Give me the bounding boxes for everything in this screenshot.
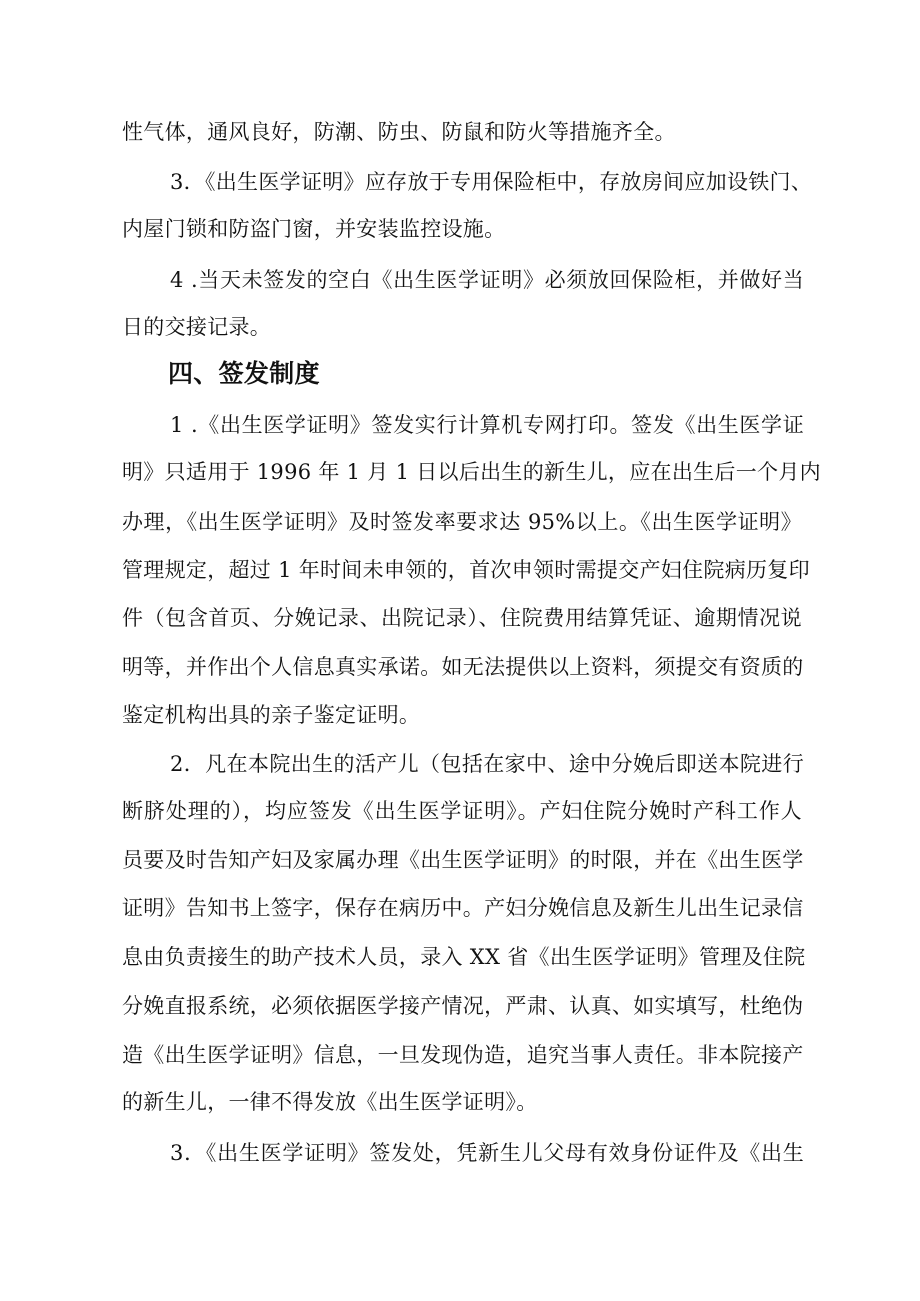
paragraph-line: 明》只适用于 1996 年 1 月 1 日以后出生的新生儿，应在出生后一个月内	[122, 460, 821, 484]
paragraph-line: 3．《出生医学证明》签发处，凭新生儿父母有效身份证件及《出生	[170, 1141, 804, 1165]
paragraph-line: 办理，《出生医学证明》及时签发率要求达 95%以上。《出生医学证明》	[122, 510, 802, 534]
paragraph-line: 性气体，通风良好，防潮、防虫、防鼠和防火等措施齐全。	[122, 120, 676, 144]
paragraph-line: 4 .当天未签发的空白《出生医学证明》必须放回保险柜，并做好当	[170, 268, 804, 292]
paragraph-line: 明等，并作出个人信息真实承诺。如无法提供以上资料，须提交有资质的	[122, 655, 804, 679]
paragraph-line: 件（包含首页、分娩记录、出院记录）、住院费用结算凭证、逾期情况说	[122, 606, 802, 630]
paragraph-line: 鉴定机构出具的亲子鉴定证明。	[122, 703, 421, 727]
paragraph-line: 内屋门锁和防盗门窗，并安装监控设施。	[122, 217, 506, 241]
paragraph-line: 息由负责接生的助产技术人员，录入 XX 省《出生医学证明》管理及住院	[122, 945, 806, 969]
paragraph-line: 证明》告知书上签字，保存在病历中。产妇分娩信息及新生儿出生记录信	[122, 896, 804, 920]
paragraph-line: 员要及时告知产妇及家属办理《出生医学证明》的时限，并在《出生医学	[122, 848, 804, 872]
paragraph-line: 的新生儿，一律不得发放《出生医学证明》。	[122, 1090, 538, 1114]
paragraph-line: 2．凡在本院出生的活产儿（包括在家中、途中分娩后即送本院进行	[170, 752, 804, 776]
paragraph-line: 造《出生医学证明》信息，一旦发现伪造，追究当事人责任。非本院接产	[122, 1043, 804, 1067]
paragraph-line: 日的交接记录。	[122, 315, 272, 339]
paragraph-line: 3．《出生医学证明》应存放于专用保险柜中，存放房间应加设铁门、	[170, 170, 813, 194]
paragraph-line: 管理规定，超过 1 年时间未申领的，首次申领时需提交产妇住院病历复印	[122, 558, 810, 582]
paragraph-line: 断脐处理的），均应签发《出生医学证明》。产妇住院分娩时产科工作人	[122, 799, 802, 823]
paragraph-line: 分娩直报系统，必须依据医学接产情况，严肃、认真、如实填写，杜绝伪	[122, 994, 804, 1018]
section-heading: 四、签发制度	[168, 359, 320, 388]
paragraph-line: 1 .《出生医学证明》签发实行计算机专网打印。签发《出生医学证	[170, 413, 804, 437]
